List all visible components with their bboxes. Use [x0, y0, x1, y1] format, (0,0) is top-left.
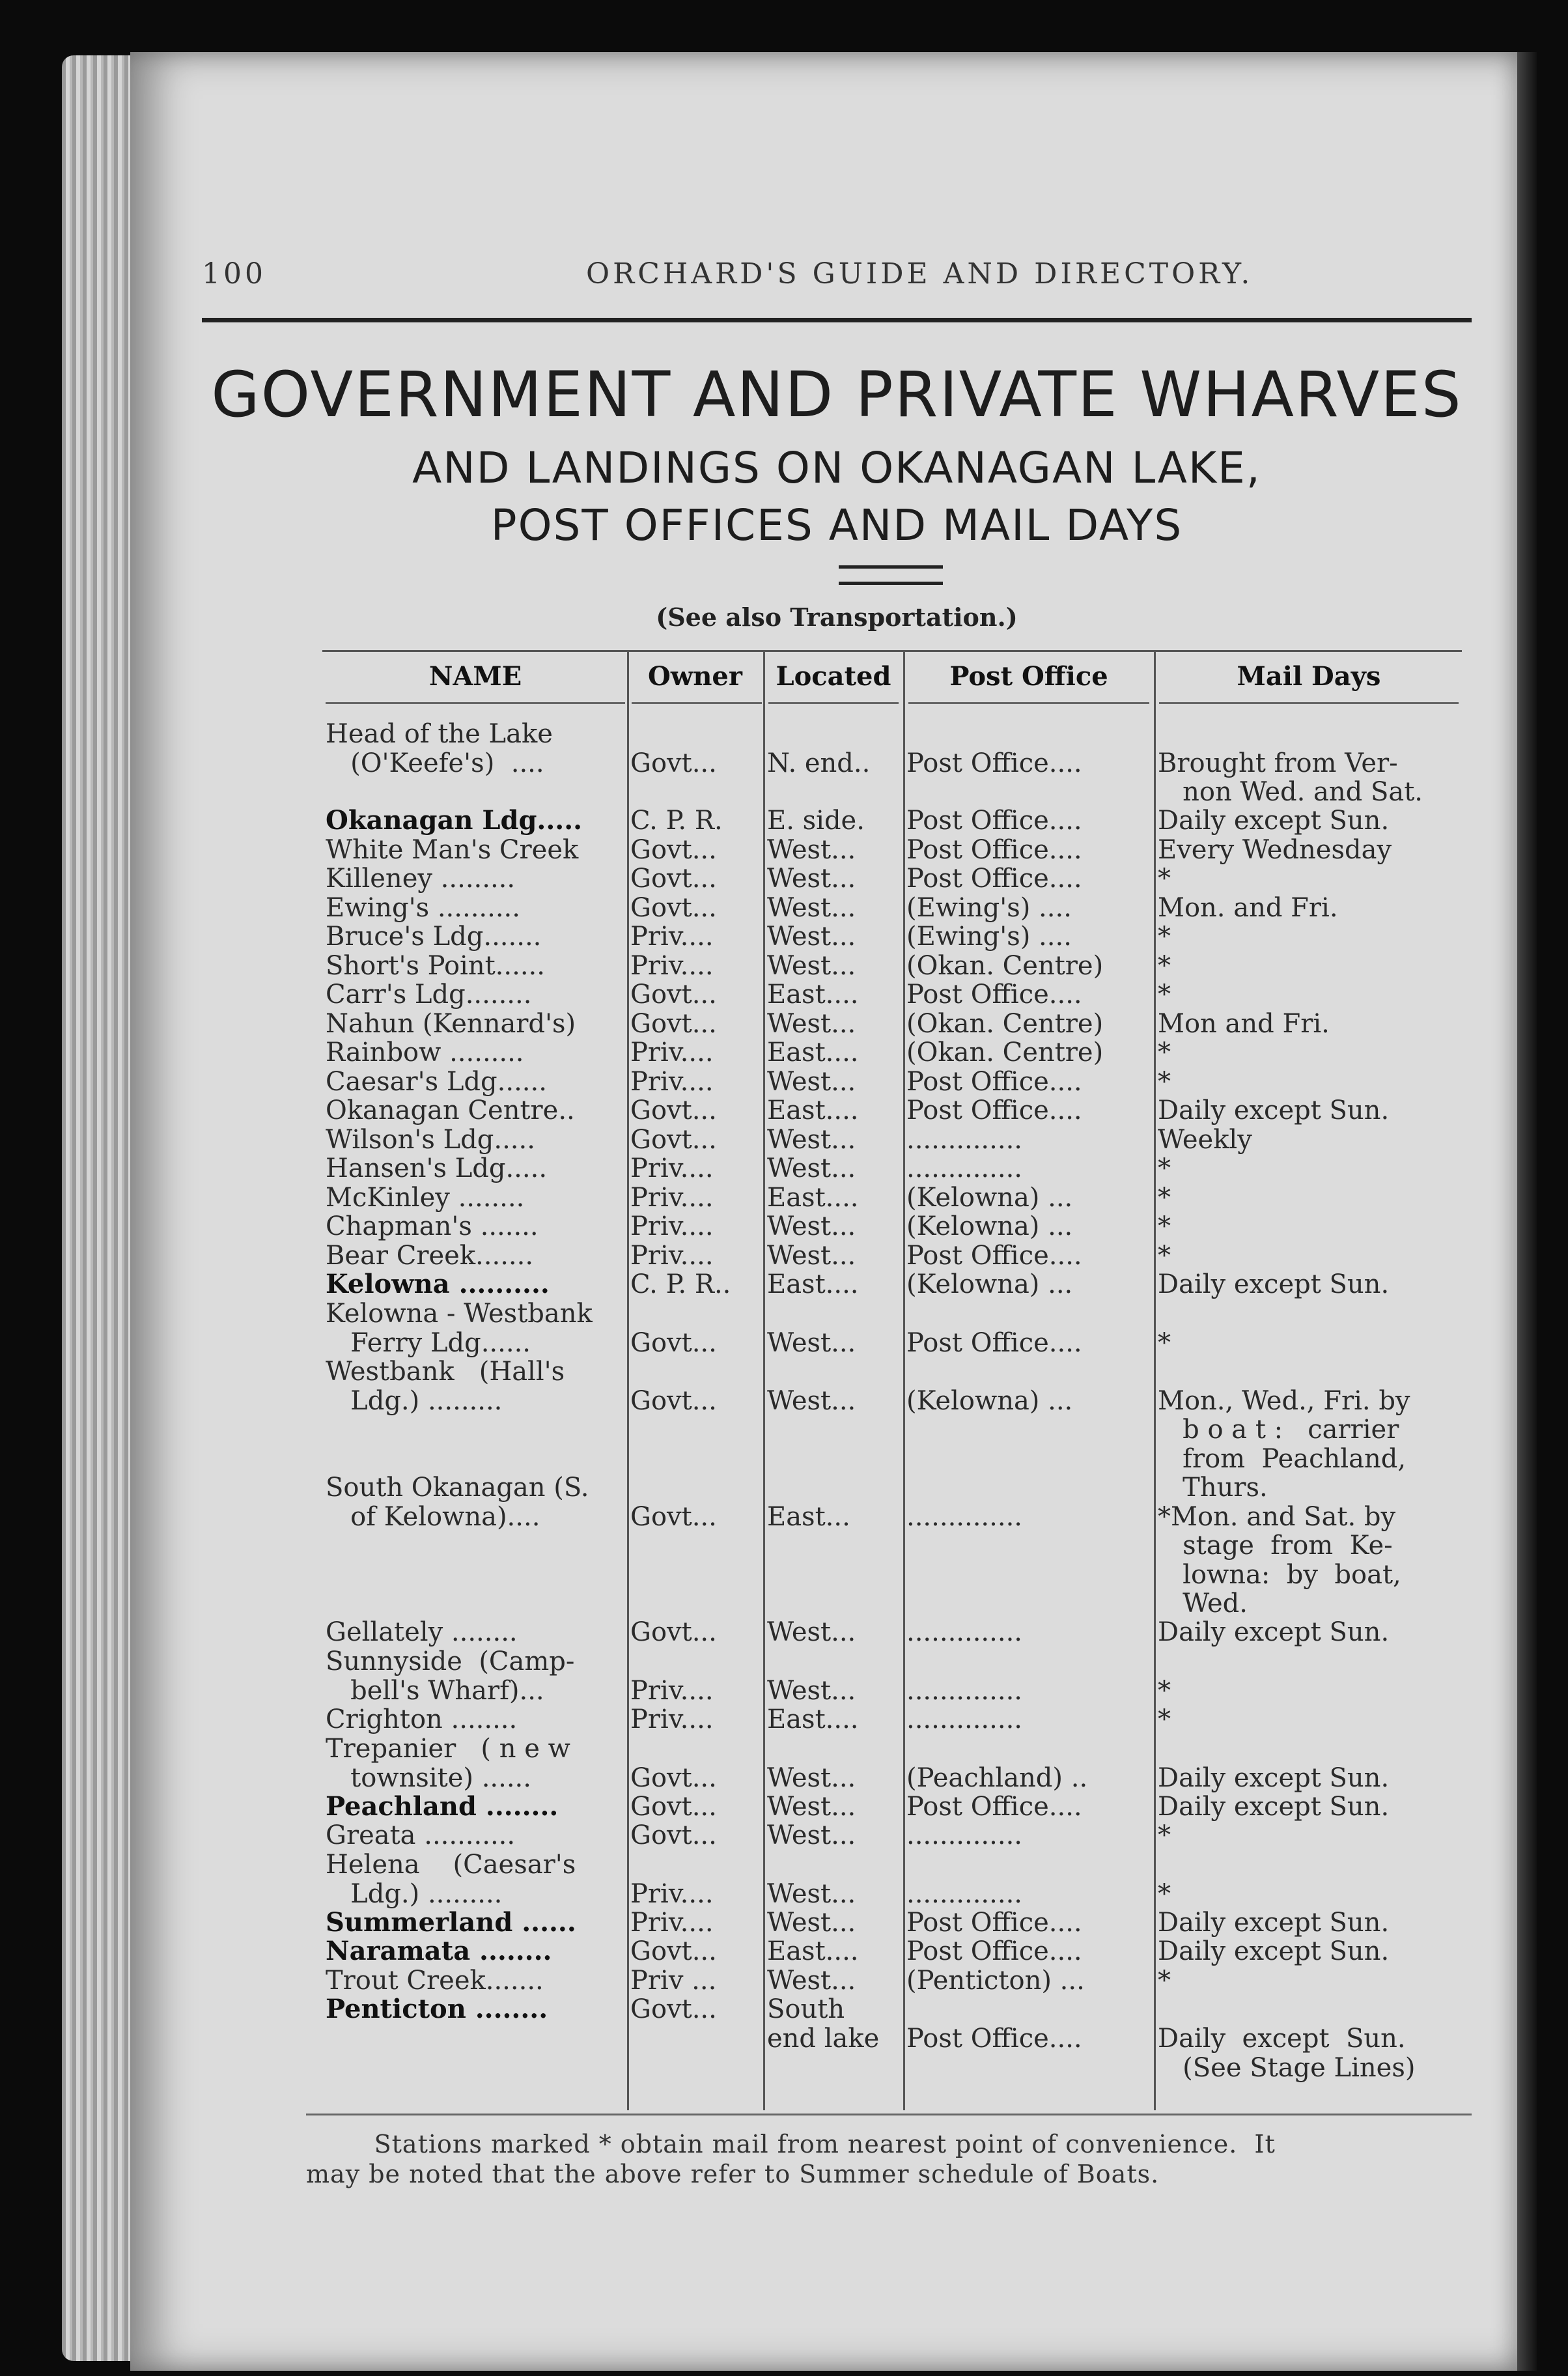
row-mail-days: * — [1158, 951, 1171, 981]
row-mail-days: Mon., Wed., Fri. by — [1158, 1385, 1410, 1416]
row-located: East.... — [767, 1183, 859, 1213]
row-mail-days: Thurs. — [1158, 1473, 1268, 1503]
column-divider — [627, 651, 629, 2110]
row-post-office: (Ewing's) .... — [906, 893, 1072, 923]
col-underline — [1159, 702, 1459, 704]
row-located: West... — [767, 1241, 856, 1271]
row-post-office: Post Office.... — [906, 864, 1082, 894]
row-located: West... — [767, 1762, 856, 1793]
running-head — [202, 257, 1478, 296]
header-rule — [202, 318, 1472, 322]
row-located: West... — [767, 1327, 856, 1358]
row-mail-days: Daily except Sun. — [1158, 1936, 1390, 1966]
row-post-office: (Kelowna) ... — [906, 1269, 1073, 1299]
row-name: Bruce's Ldg....... — [326, 922, 542, 952]
table-top-rule — [322, 650, 1462, 652]
col-underline — [632, 702, 762, 704]
row-mail-days: Brought from Ver- — [1158, 748, 1398, 778]
row-located: West... — [767, 922, 856, 952]
row-name: McKinley ........ — [326, 1183, 525, 1213]
row-located: West... — [767, 835, 856, 865]
row-owner: Govt... — [630, 1994, 717, 2024]
row-post-office: (Penticton) ... — [906, 1966, 1085, 1996]
row-post-office: .............. — [906, 1820, 1023, 1850]
row-post-office: (Ewing's) .... — [906, 922, 1072, 952]
title-ornament — [839, 565, 943, 585]
row-mail-days: Mon. and Fri. — [1158, 893, 1338, 923]
row-mail-days: Daily except Sun. — [1158, 1908, 1390, 1938]
row-post-office: (Okan. Centre) — [906, 1009, 1104, 1039]
row-mail-days: * — [1158, 1067, 1171, 1097]
row-name: Bear Creek....... — [326, 1241, 534, 1271]
row-post-office: Post Office.... — [906, 806, 1082, 836]
row-post-office: (Kelowna) ... — [906, 1211, 1073, 1241]
row-owner: Govt... — [630, 1385, 717, 1416]
row-owner: Govt... — [630, 1327, 717, 1358]
row-name: Chapman's ....... — [326, 1211, 539, 1241]
row-name: Naramata ........ — [326, 1936, 552, 1966]
row-owner: Priv.... — [630, 1908, 714, 1938]
row-mail-days: Weekly — [1158, 1125, 1252, 1155]
row-owner: Priv.... — [630, 1211, 714, 1241]
row-name: Nahun (Kennard's) — [326, 1009, 576, 1039]
column-divider — [1154, 651, 1156, 2110]
col-underline — [326, 702, 625, 704]
row-name: South Okanagan (S. — [326, 1473, 589, 1503]
row-located: West... — [767, 1820, 856, 1850]
row-name: Carr's Ldg........ — [326, 980, 532, 1010]
row-mail-days: Daily except Sun. — [1158, 806, 1390, 836]
row-owner: Govt... — [630, 835, 717, 865]
row-name: Sunnyside (Camp- — [326, 1647, 575, 1676]
row-name: Kelowna - Westbank — [326, 1299, 593, 1329]
row-located: West... — [767, 1675, 856, 1706]
row-owner: Govt... — [630, 980, 717, 1010]
row-post-office: (Kelowna) ... — [906, 1183, 1073, 1213]
row-mail-days: Daily except Sun. — [1158, 1792, 1390, 1822]
row-mail-days: Daily except Sun. — [1158, 1617, 1390, 1647]
page-gutter-shadow — [1517, 52, 1537, 2371]
row-name: Trout Creek....... — [326, 1966, 544, 1996]
row-owner: Govt... — [630, 1820, 717, 1850]
see-also-note: (See also Transportation.) — [656, 602, 1018, 632]
row-name: bell's Wharf)... — [326, 1675, 544, 1706]
row-owner: Priv.... — [630, 1153, 714, 1183]
row-owner: Govt... — [630, 864, 717, 894]
row-name: Okanagan Centre.. — [326, 1096, 575, 1125]
row-name: of Kelowna).... — [326, 1501, 540, 1532]
row-name: Rainbow ......... — [326, 1038, 524, 1068]
row-post-office: (Okan. Centre) — [906, 951, 1104, 981]
row-located: South — [767, 1994, 845, 2024]
row-owner: Priv.... — [630, 1183, 714, 1213]
row-mail-days: * — [1158, 1038, 1171, 1068]
row-name: Ferry Ldg...... — [326, 1327, 531, 1358]
row-mail-days: * — [1158, 922, 1171, 952]
column-divider — [763, 651, 765, 2110]
row-located: East.... — [767, 1269, 859, 1299]
row-mail-days: *Mon. and Sat. by — [1158, 1501, 1396, 1532]
row-name: White Man's Creek — [326, 835, 579, 865]
row-name: Wilson's Ldg..... — [326, 1125, 535, 1155]
row-located: West... — [767, 1385, 856, 1416]
row-mail-days: Wed. — [1158, 1589, 1248, 1619]
row-name: Ldg.) ......... — [326, 1878, 503, 1909]
row-located: West... — [767, 1617, 856, 1647]
row-owner: C. P. R.. — [630, 1269, 731, 1299]
row-located: West... — [767, 1792, 856, 1822]
row-owner: Govt... — [630, 1617, 717, 1647]
row-mail-days: * — [1158, 1327, 1171, 1358]
row-mail-days: stage from Ke- — [1158, 1531, 1393, 1561]
row-owner: Priv.... — [630, 1675, 714, 1706]
row-post-office: .............. — [906, 1704, 1023, 1734]
row-mail-days: Mon and Fri. — [1158, 1009, 1330, 1039]
footnote-line-2: may be noted that the above refer to Summer schedule of Boats. — [306, 2160, 1160, 2188]
row-located: E. side. — [767, 806, 865, 836]
row-located: end lake — [767, 2024, 880, 2054]
row-mail-days: * — [1158, 1878, 1171, 1909]
row-located: West... — [767, 1153, 856, 1183]
row-post-office: Post Office.... — [906, 1908, 1082, 1938]
row-name: Kelowna .......... — [326, 1269, 550, 1299]
row-owner: Priv.... — [630, 1704, 714, 1734]
row-name: Ldg.) ......... — [326, 1385, 503, 1416]
column-divider — [903, 651, 905, 2110]
row-located: West... — [767, 864, 856, 894]
row-mail-days: from Peachland, — [1158, 1443, 1407, 1474]
row-located: West... — [767, 1009, 856, 1039]
col-header-owner: Owner — [648, 661, 742, 692]
row-owner: Govt... — [630, 1096, 717, 1125]
row-owner: Priv ... — [630, 1966, 717, 1996]
row-located: East... — [767, 1501, 850, 1532]
row-post-office: (Kelowna) ... — [906, 1385, 1073, 1416]
row-owner: Priv.... — [630, 1241, 714, 1271]
row-mail-days: * — [1158, 1966, 1171, 1996]
page-number: 100 — [202, 257, 266, 290]
row-mail-days: non Wed. and Sat. — [1158, 777, 1423, 807]
row-post-office: Post Office.... — [906, 1792, 1082, 1822]
row-post-office: Post Office.... — [906, 1936, 1082, 1966]
row-name: Penticton ........ — [326, 1994, 548, 2024]
row-mail-days: Daily except Sun. — [1158, 1269, 1390, 1299]
row-post-office: Post Office.... — [906, 1241, 1082, 1271]
row-located: West... — [767, 1067, 856, 1097]
row-owner: Priv.... — [630, 922, 714, 952]
row-name: Peachland ........ — [326, 1791, 559, 1822]
row-located: West... — [767, 1908, 856, 1938]
row-located: West... — [767, 1966, 856, 1996]
row-owner: Govt... — [630, 1125, 717, 1155]
row-mail-days: lowna: by boat, — [1158, 1559, 1401, 1590]
col-header-post-office: Post Office — [949, 661, 1108, 692]
row-owner: Priv.... — [630, 1878, 714, 1909]
row-owner: Priv.... — [630, 1067, 714, 1097]
row-mail-days: * — [1158, 980, 1171, 1010]
row-located: N. end.. — [767, 748, 871, 778]
row-name: Caesar's Ldg...... — [326, 1067, 547, 1097]
row-post-office: .............. — [906, 1153, 1023, 1183]
row-mail-days: Every Wednesday — [1158, 835, 1392, 865]
book-title: ORCHARD'S GUIDE AND DIRECTORY. — [586, 257, 1253, 290]
row-post-office: .............. — [906, 1878, 1023, 1909]
row-located: West... — [767, 1211, 856, 1241]
page-edge-stack — [62, 55, 140, 2361]
row-mail-days: b o a t : carrier — [1158, 1415, 1399, 1445]
row-located: East.... — [767, 1038, 859, 1068]
row-name: townsite) ...... — [326, 1762, 531, 1793]
row-post-office: (Peachland) .. — [906, 1762, 1088, 1793]
row-post-office: Post Office.... — [906, 2024, 1082, 2054]
col-header-located: Located — [776, 661, 891, 692]
row-owner: Govt... — [630, 1009, 717, 1039]
row-name: (O'Keefe's) .... — [326, 748, 544, 778]
row-mail-days: * — [1158, 1153, 1171, 1183]
row-mail-days: Daily except Sun. — [1158, 1096, 1390, 1125]
row-name: Okanagan Ldg..... — [326, 805, 583, 836]
row-owner: Govt... — [630, 1501, 717, 1532]
col-header-name: NAME — [428, 661, 522, 692]
row-located: East.... — [767, 1704, 859, 1734]
col-underline — [768, 702, 899, 704]
page-subtitle-1: AND LANDINGS ON OKANAGAN LAKE, — [412, 443, 1261, 493]
row-name: Hansen's Ldg..... — [326, 1153, 548, 1183]
row-owner: Govt... — [630, 1792, 717, 1822]
row-name: Head of the Lake — [326, 719, 553, 749]
row-name: Gellately ........ — [326, 1617, 518, 1647]
row-owner: Priv.... — [630, 1038, 714, 1068]
row-located: West... — [767, 1878, 856, 1909]
row-mail-days: * — [1158, 1704, 1171, 1734]
row-post-office: (Okan. Centre) — [906, 1038, 1104, 1068]
row-post-office: Post Office.... — [906, 748, 1082, 778]
row-owner: Govt... — [630, 1762, 717, 1793]
row-owner: Govt... — [630, 748, 717, 778]
row-post-office: Post Office.... — [906, 1096, 1082, 1125]
row-name: Westbank (Hall's — [326, 1357, 565, 1387]
row-post-office: Post Office.... — [906, 1327, 1082, 1358]
page-title: GOVERNMENT AND PRIVATE WHARVES — [211, 358, 1463, 431]
row-post-office: .............. — [906, 1125, 1023, 1155]
row-post-office: .............. — [906, 1617, 1023, 1647]
row-located: East.... — [767, 1936, 859, 1966]
row-owner: C. P. R. — [630, 806, 723, 836]
row-name: Short's Point...... — [326, 951, 545, 981]
row-name: Summerland ...... — [326, 1907, 576, 1938]
row-name: Greata ........... — [326, 1820, 516, 1850]
row-mail-days: * — [1158, 1241, 1171, 1271]
row-located: West... — [767, 893, 856, 923]
col-header-mail-days: Mail Days — [1237, 661, 1381, 692]
row-name: Crighton ........ — [326, 1704, 518, 1734]
row-owner: Govt... — [630, 1936, 717, 1966]
footnote-line-1: Stations marked * obtain mail from nearest point of convenience. It — [306, 2130, 1276, 2158]
row-post-office: Post Office.... — [906, 980, 1082, 1010]
row-name: Helena (Caesar's — [326, 1850, 576, 1880]
row-mail-days: (See Stage Lines) — [1158, 2052, 1416, 2083]
row-mail-days: * — [1158, 1820, 1171, 1850]
row-post-office: .............. — [906, 1675, 1023, 1706]
row-post-office: .............. — [906, 1501, 1023, 1532]
table-bottom-rule — [306, 2114, 1472, 2115]
row-post-office: Post Office.... — [906, 1067, 1082, 1097]
row-mail-days: * — [1158, 864, 1171, 894]
row-owner: Priv.... — [630, 951, 714, 981]
row-located: West... — [767, 951, 856, 981]
col-underline — [908, 702, 1149, 704]
row-name: Ewing's .......... — [326, 893, 520, 923]
row-located: West... — [767, 1125, 856, 1155]
row-owner: Govt... — [630, 893, 717, 923]
row-mail-days: * — [1158, 1183, 1171, 1213]
row-mail-days: * — [1158, 1675, 1171, 1706]
row-name: Killeney ......... — [326, 864, 516, 894]
row-mail-days: * — [1158, 1211, 1171, 1241]
row-located: East.... — [767, 1096, 859, 1125]
row-name: Trepanier ( n e w — [326, 1734, 570, 1764]
row-mail-days: Daily except Sun. — [1158, 2024, 1406, 2054]
row-post-office: Post Office.... — [906, 835, 1082, 865]
row-mail-days: Daily except Sun. — [1158, 1762, 1390, 1793]
page-subtitle-2: POST OFFICES AND MAIL DAYS — [490, 500, 1183, 550]
row-located: East.... — [767, 980, 859, 1010]
